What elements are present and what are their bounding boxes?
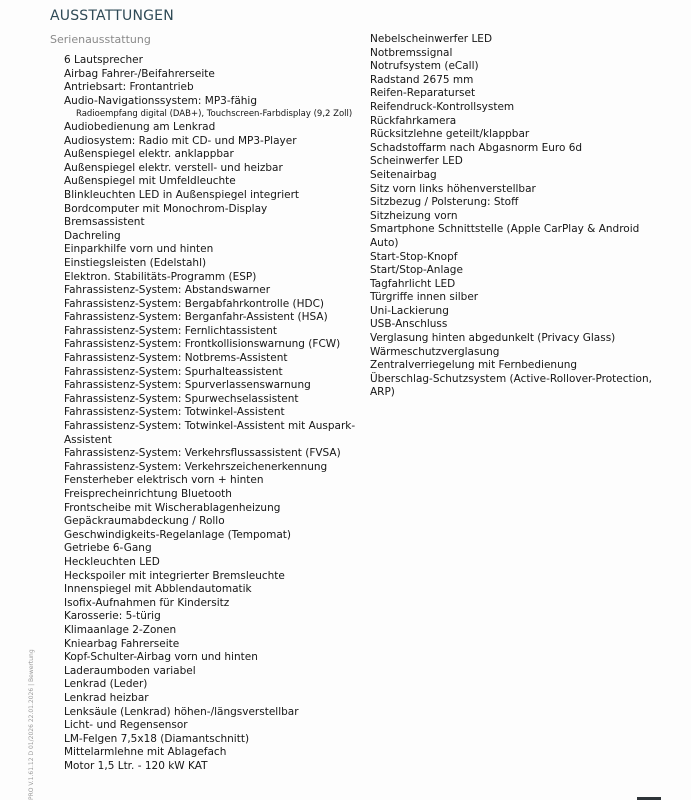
- list-item: Notbremssignal: [370, 46, 453, 59]
- list-item: Karosserie: 5-türig: [64, 610, 161, 623]
- list-item: Innenspiegel mit Abblendautomatik: [64, 583, 252, 596]
- list-item: Wärmeschutzverglasung: [370, 345, 500, 358]
- list-item: Außenspiegel mit Umfeldleuchte: [64, 175, 236, 188]
- list-item: Mittelarmlehne mit Ablagefach: [64, 746, 227, 759]
- list-item: Klimaanlage 2-Zonen: [64, 623, 177, 636]
- list-item: Audiobedienung am Lenkrad: [64, 120, 216, 133]
- list-item: Geschwindigkeits-Regelanlage (Tempomat): [64, 528, 291, 541]
- list-item: Freisprecheinrichtung Bluetooth: [64, 488, 232, 500]
- list-item: Antriebsart: Frontantrieb: [64, 81, 194, 94]
- list-item: Smartphone Schnittstelle (Apple CarPlay & Android Auto): [370, 223, 640, 249]
- list-item: Fahrassistenz-System: Frontkollisionswarnung (FCW): [64, 338, 341, 351]
- list-item: Heckleuchten LED: [64, 555, 160, 568]
- list-item: Tagfahrlicht LED: [370, 277, 456, 290]
- list-item: LM-Felgen 7,5x18 (Diamantschnitt): [64, 732, 250, 745]
- list-item: Licht- und Regensensor: [64, 719, 188, 732]
- list-item: Motor 1,5 Ltr. - 120 kW KAT: [64, 759, 208, 772]
- list-item: Audiosystem: Radio mit CD- und MP3-Player: [64, 134, 297, 147]
- list-item: Außenspiegel elektr. anklappbar: [64, 148, 234, 161]
- list-item: Fahrassistenz-System: Spurwechselassistent: [64, 392, 299, 405]
- list-item: Nebelscheinwerfer LED: [370, 33, 493, 45]
- list-item: Seitenairbag: [370, 168, 437, 181]
- list-item: USB-Anschluss: [370, 318, 448, 331]
- list-item: Lenkrad heizbar: [64, 691, 149, 704]
- list-item: Notrufsystem (eCall): [370, 60, 479, 73]
- list-item: Laderaumboden variabel: [64, 664, 196, 677]
- list-item: Rücksitzlehne geteilt/klappbar: [370, 128, 530, 141]
- list-item: Fahrassistenz-System: Totwinkel-Assistent: [64, 406, 285, 419]
- list-item: Einstiegsleisten (Edelstahl): [64, 256, 207, 269]
- list-item: Elektron. Stabilitäts-Programm (ESP): [64, 270, 257, 283]
- list-item-detail: Radioempfang digital (DAB+), Touchscreen-Farbdisplay (9,2 Zoll): [76, 109, 353, 120]
- list-item: Kopf-Schulter-Airbag vorn und hinten: [64, 651, 258, 664]
- list-item: Fahrassistenz-System: Spurhalteassistent: [64, 365, 283, 378]
- footer-version-text: PRO V.1.61.12 D 01/2026 22.01.2026 | Bewertung: [28, 649, 35, 800]
- list-item: Sitz vorn links höhenverstellbar: [370, 182, 536, 195]
- list-item: Fahrassistenz-System: Fernlichtassistent: [64, 324, 278, 337]
- list-item: Blinkleuchten LED in Außenspiegel integriert: [64, 188, 300, 201]
- list-item: Zentralverriegelung mit Fernbedienung: [370, 359, 578, 372]
- list-item: Lenkrad (Leder): [64, 678, 148, 691]
- list-item: Reifendruck-Kontrollsystem: [370, 100, 515, 113]
- list-item: Audio-Navigationssystem: MP3-fähig: [64, 94, 257, 107]
- list-item: Fahrassistenz-System: Notbrems-Assistent: [64, 352, 288, 365]
- list-item: Getriebe 6-Gang: [64, 542, 152, 555]
- list-item: Einparkhilfe vorn und hinten: [64, 243, 214, 256]
- list-item: Fensterheber elektrisch vorn + hinten: [64, 474, 264, 487]
- list-item: Fahrassistenz-System: Verkehrsflussassistent (FVSA): [64, 447, 341, 460]
- section-title: AUSSTATTUNGEN: [50, 8, 174, 24]
- list-item: Überschlag-Schutzsystem (Active-Rollover-Protection, ARP): [370, 372, 652, 399]
- list-item: Außenspiegel elektr. verstell- und heizbar: [64, 161, 283, 174]
- list-item: Rückfahrkamera: [370, 114, 457, 127]
- list-item: Kniearbag Fahrerseite: [64, 637, 180, 650]
- list-item: Fahrassistenz-System: Totwinkel-Assistent mit Auspark-Assistent: [64, 420, 356, 446]
- list-item: 6 Lautsprecher: [64, 54, 143, 66]
- list-item: Radstand 2675 mm: [370, 73, 474, 86]
- list-item: Dachreling: [64, 229, 121, 242]
- list-item: Reifen-Reparaturset: [370, 87, 476, 100]
- list-item: Uni-Lackierung: [370, 304, 449, 317]
- equipment-list-left: [64, 54, 364, 773]
- list-item: Gepäckraumabdeckung / Rollo: [64, 515, 225, 528]
- list-item: Isofix-Aufnahmen für Kindersitz: [64, 596, 230, 609]
- list-item: Heckspoiler mit integrierter Bremsleuchte: [64, 569, 285, 582]
- list-item: Lenksäule (Lenkrad) höhen-/längsverstellbar: [64, 705, 299, 718]
- list-item: Airbag Fahrer-/Beifahrerseite: [64, 67, 215, 80]
- list-item: Schadstoffarm nach Abgasnorm Euro 6d: [370, 141, 583, 154]
- list-item: Bremsassistent: [64, 216, 145, 229]
- list-item: Start-Stop-Knopf: [370, 250, 458, 263]
- list-item: Fahrassistenz-System: Bergabfahrkontrolle (HDC): [64, 297, 325, 310]
- section-subtitle: Serienausstattung: [50, 33, 151, 46]
- list-item: Bordcomputer mit Monochrom-Display: [64, 202, 268, 215]
- list-item: Türgriffe innen silber: [370, 291, 479, 304]
- list-item: Verglasung hinten abgedunkelt (Privacy Glass): [370, 332, 616, 345]
- list-item: Sitzbezug / Polsterung: Stoff: [370, 196, 519, 209]
- list-item: Frontscheibe mit Wischerablagenheizung: [64, 501, 281, 514]
- list-item: Start/Stop-Anlage: [370, 264, 463, 277]
- list-item: Scheinwerfer LED: [370, 155, 463, 168]
- list-item: Fahrassistenz-System: Verkehrszeichenerkennung: [64, 460, 328, 473]
- list-item: Fahrassistenz-System: Spurverlassenswarnung: [64, 379, 311, 392]
- list-item: Fahrassistenz-System: Abstandswarner: [64, 284, 271, 297]
- list-item: Fahrassistenz-System: Berganfahr-Assistent (HSA): [64, 311, 328, 324]
- list-item: Sitzheizung vorn: [370, 209, 458, 222]
- equipment-list-right: [370, 33, 655, 400]
